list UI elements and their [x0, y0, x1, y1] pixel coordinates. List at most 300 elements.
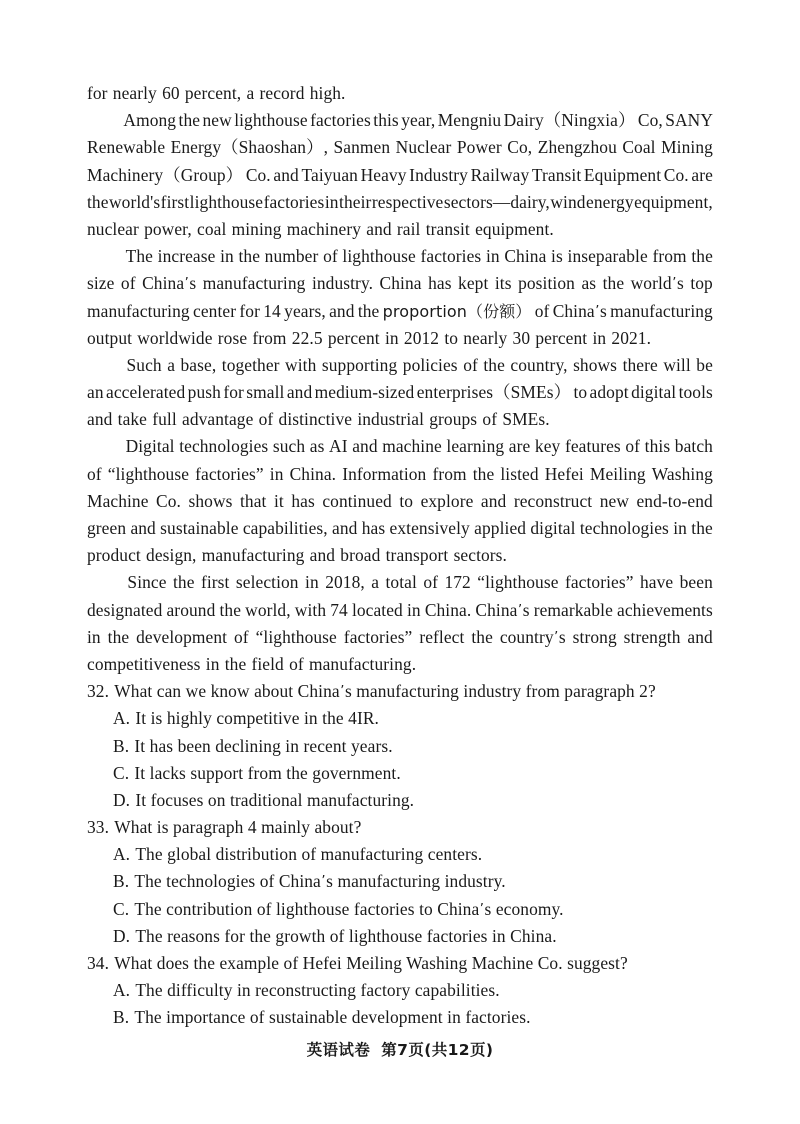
word: has	[291, 490, 315, 511]
option-text-cont: s manufacturing industry.	[326, 871, 506, 892]
option-indent	[87, 868, 113, 895]
word: 14	[263, 300, 281, 321]
word: sectors—dairy,	[443, 191, 550, 212]
word: this	[373, 110, 399, 131]
word: years,	[284, 300, 326, 321]
question-text: What is paragraph 4 mainly about?	[114, 817, 362, 838]
option-33-a[interactable]	[87, 841, 713, 868]
option-label: D.	[113, 789, 131, 810]
word: push	[187, 382, 221, 403]
word: and	[329, 300, 355, 321]
word: increase	[157, 246, 216, 267]
word: and	[332, 518, 358, 538]
question-number: 32.	[87, 681, 110, 702]
word: the	[107, 626, 130, 647]
word: 30	[512, 327, 531, 348]
word: listed	[500, 463, 539, 484]
word: a	[371, 572, 380, 593]
question-text-cont: s manufacturing industry from paragraph 2?	[344, 681, 656, 702]
option-text: The reasons for the growth of lighthouse factories in China.	[135, 925, 557, 946]
word: Industry	[409, 164, 468, 185]
word: for	[239, 300, 260, 321]
apostrophe-glyph: ’	[517, 602, 523, 618]
word: groups	[429, 409, 478, 430]
word: SMEs.	[502, 409, 550, 430]
text-line	[87, 325, 713, 352]
word: digital	[631, 382, 677, 403]
word: Renewable	[87, 137, 166, 158]
word: new	[599, 490, 629, 511]
word: factories	[263, 191, 325, 212]
word: this	[644, 436, 671, 457]
word: policies	[402, 354, 458, 375]
word: Information	[342, 463, 427, 484]
word: tools	[678, 382, 713, 403]
word: in	[269, 463, 284, 484]
word: Railway	[470, 164, 530, 185]
word: strength	[623, 626, 681, 647]
word: “lighthouse	[477, 572, 559, 593]
page-body	[87, 80, 713, 1032]
text-line	[87, 162, 713, 189]
word: Machinery（Group）	[87, 164, 244, 185]
word: small	[246, 382, 285, 403]
word: of	[87, 463, 102, 484]
question-number: 33.	[87, 817, 110, 838]
question-number: 34.	[87, 953, 110, 973]
word: the	[471, 626, 493, 647]
option-indent	[87, 841, 113, 868]
word: s	[522, 599, 530, 620]
option-indent	[87, 1004, 113, 1031]
paragraph-indent	[87, 352, 121, 379]
question-stem-34	[87, 950, 713, 977]
word: continued	[322, 490, 392, 511]
word: its	[494, 273, 512, 294]
option-text: It is highly competitive in the 4IR.	[135, 708, 379, 729]
word: has	[428, 273, 452, 294]
word: with	[285, 354, 317, 375]
option-indent	[87, 923, 113, 950]
word: take	[117, 409, 148, 430]
word: a	[167, 354, 176, 375]
word: an	[87, 382, 104, 403]
word: the	[224, 653, 247, 674]
word: Co,	[637, 110, 663, 131]
word: Hefei	[544, 463, 584, 484]
word: Taiyuan	[301, 164, 358, 185]
word: 2012	[403, 327, 440, 348]
word: the	[691, 246, 713, 267]
option-text: The difficulty in reconstructing factory capabilities.	[135, 980, 500, 1001]
word: there	[622, 354, 658, 375]
word: industry.	[311, 273, 374, 294]
word: in	[673, 518, 687, 538]
word: for	[223, 382, 244, 403]
word: of	[423, 572, 439, 593]
word: such	[272, 436, 306, 457]
word: AI	[329, 436, 348, 457]
footer-page-label: 第7页(共12页)	[381, 1041, 494, 1059]
text-line	[87, 107, 713, 134]
option-indent	[87, 760, 113, 787]
word: The	[125, 246, 153, 267]
word: number	[264, 246, 319, 267]
word: digital	[530, 518, 576, 538]
option-33-b[interactable]	[87, 868, 713, 895]
word: and	[130, 518, 156, 538]
word: of	[289, 653, 304, 674]
word: nearly	[463, 327, 508, 348]
text-line	[87, 298, 713, 325]
word: designated	[87, 599, 163, 620]
word: learning	[446, 436, 505, 457]
option-text: The technologies of China	[134, 871, 321, 892]
word: from	[652, 246, 687, 267]
option-label: C.	[113, 898, 130, 919]
word: nearly	[112, 83, 157, 103]
apostrophe-glyph: ’	[479, 901, 485, 917]
word: and	[309, 545, 336, 566]
word: it	[273, 490, 284, 511]
word: China	[475, 599, 518, 620]
word: of	[258, 409, 274, 430]
word: the	[178, 110, 201, 131]
word: in	[324, 191, 339, 212]
word: Zhengzhou	[537, 137, 617, 158]
text-line	[87, 651, 713, 678]
option-34-a[interactable]	[87, 977, 713, 1004]
word: in	[205, 653, 220, 674]
word: factories	[310, 110, 371, 131]
text-line	[87, 515, 713, 542]
word: and	[687, 626, 713, 647]
word: in	[592, 327, 607, 348]
word: as	[581, 273, 597, 294]
word: achievements	[617, 599, 713, 620]
word-with-apostrophe	[475, 597, 529, 624]
word: the	[483, 354, 505, 375]
word: Power	[456, 137, 502, 158]
word: China.	[289, 463, 337, 484]
word: of	[625, 436, 641, 457]
option-indent	[87, 977, 113, 1004]
word: capabilities,	[242, 518, 328, 538]
word: applied	[474, 518, 527, 538]
word: are	[508, 436, 531, 457]
word-with-apostrophe	[553, 298, 607, 325]
text-line	[87, 569, 713, 596]
word: distinctive	[278, 409, 353, 430]
word: key	[534, 436, 561, 457]
word: s	[558, 626, 566, 647]
word: of	[463, 354, 478, 375]
word: the	[472, 463, 495, 484]
word: machine	[382, 436, 442, 457]
option-label: B.	[113, 871, 130, 892]
text-line	[87, 624, 713, 651]
word: power,	[144, 218, 192, 239]
word: medium-sized	[314, 382, 415, 403]
word: be	[696, 354, 713, 375]
word: China	[379, 273, 422, 294]
word: shows	[573, 354, 618, 375]
word: equipment,	[634, 191, 713, 212]
word: Such	[126, 354, 162, 375]
word: a	[246, 83, 255, 103]
word: Coal	[622, 137, 656, 158]
word: features	[564, 436, 621, 457]
word: in	[485, 246, 500, 267]
word-with-apostrophe	[631, 270, 684, 297]
text-line	[87, 352, 713, 379]
word: center	[193, 300, 237, 321]
word: Co,	[507, 137, 533, 158]
word: energy	[586, 191, 634, 212]
word: adopt	[589, 382, 629, 403]
option-32-c[interactable]	[87, 760, 713, 787]
word: lighthouse	[234, 110, 308, 131]
word: output	[87, 327, 133, 348]
word: competitiveness	[87, 653, 201, 674]
word: explore	[420, 490, 474, 511]
option-32-a[interactable]	[87, 705, 713, 732]
word: and	[480, 490, 507, 511]
paragraph-indent	[87, 243, 121, 270]
word: coal	[197, 218, 227, 239]
word: Meiling	[589, 463, 646, 484]
word: from	[432, 463, 467, 484]
option-33-c[interactable]	[87, 896, 713, 923]
word: of	[233, 626, 249, 647]
word: advantage	[182, 409, 254, 430]
word: new	[202, 110, 232, 131]
word: record	[259, 83, 305, 103]
question-text: What can we know about China	[114, 681, 340, 702]
option-text: The global distribution of manufacturing centers.	[135, 844, 483, 865]
footer-subject: 英语试卷	[306, 1041, 371, 1059]
word-chinese-gloss: proportion（份额）	[382, 301, 532, 321]
word: percent,	[184, 83, 242, 103]
option-34-b[interactable]	[87, 1004, 713, 1031]
word: s	[599, 300, 607, 321]
word: to	[444, 327, 459, 348]
word: base,	[180, 354, 217, 375]
text-line	[87, 134, 713, 161]
text-line	[87, 461, 713, 488]
word: are	[691, 164, 713, 185]
text-line	[87, 189, 713, 216]
word: inseparable	[567, 246, 648, 267]
apostrophe-glyph: ’	[554, 629, 559, 645]
word: batch	[674, 436, 713, 457]
text-line	[87, 243, 713, 270]
word: to	[573, 382, 588, 403]
word: field	[251, 653, 284, 674]
word: 74	[330, 599, 348, 620]
word: world's	[109, 191, 161, 212]
word: green	[87, 518, 127, 538]
apostrophe-glyph: ’	[595, 303, 600, 319]
word: broad	[340, 545, 381, 566]
word: the	[87, 191, 109, 212]
apostrophe-glyph: ’	[184, 276, 189, 292]
option-label: A.	[113, 708, 131, 729]
text-line	[87, 542, 713, 569]
word: extensively	[389, 518, 470, 538]
word: factories	[420, 246, 482, 267]
word: selection	[235, 572, 299, 593]
word: equipment.	[475, 218, 554, 239]
text-line	[87, 406, 713, 433]
word: in	[406, 599, 421, 620]
word: Transit	[531, 164, 582, 185]
word: 172	[444, 572, 471, 593]
word: country,	[510, 354, 568, 375]
word: and	[352, 436, 378, 457]
word: their	[339, 191, 372, 212]
word: factories”	[195, 463, 264, 484]
word: accelerated	[106, 382, 186, 403]
paragraph-indent	[87, 569, 121, 596]
text-line	[87, 379, 713, 406]
word: China	[142, 273, 185, 294]
word: Co.	[245, 164, 271, 185]
word: the	[602, 273, 625, 294]
word: machinery	[286, 218, 362, 239]
word: SANY	[665, 110, 713, 131]
word: the	[238, 246, 261, 267]
word: sustainable	[160, 518, 239, 538]
word: manufacturing.	[308, 653, 417, 674]
word: of	[323, 246, 338, 267]
word: Digital	[125, 436, 175, 457]
word: factories”	[564, 572, 634, 593]
word: remarkable	[533, 599, 613, 620]
word: Sanmen	[333, 137, 391, 158]
word: the	[691, 518, 713, 538]
option-text: The contribution of lighthouse factories to China	[134, 898, 480, 919]
word: technologies	[179, 436, 269, 457]
paragraph-indent	[87, 107, 121, 134]
word: and	[366, 218, 392, 239]
word: mining	[231, 218, 282, 239]
word: year,	[401, 110, 436, 131]
word: the	[219, 599, 242, 620]
word: China	[504, 246, 547, 267]
option-32-b[interactable]	[87, 733, 713, 760]
page-footer	[0, 1038, 800, 1060]
word: supporting	[321, 354, 398, 375]
word: the	[172, 572, 195, 593]
word: “lighthouse	[107, 463, 190, 484]
word: transit	[425, 218, 470, 239]
text-line	[87, 597, 713, 624]
word: Mengniu	[437, 110, 502, 131]
option-label: C.	[113, 762, 130, 783]
word: enterprises（SMEs）	[416, 382, 572, 403]
word: located	[351, 599, 403, 620]
word: position	[518, 273, 575, 294]
option-indent	[87, 705, 113, 732]
word: percent	[327, 327, 380, 348]
question-stem-33	[87, 814, 713, 841]
word: from	[252, 327, 287, 348]
text-line	[87, 216, 713, 243]
word: been	[679, 572, 713, 593]
word: factories”	[343, 626, 413, 647]
word: Equipment	[583, 164, 662, 185]
option-label: A.	[113, 980, 131, 1001]
word: development	[136, 626, 228, 647]
word: 2018,	[325, 572, 365, 593]
word: wind	[550, 191, 586, 212]
option-33-d[interactable]	[87, 923, 713, 950]
question-text: What does the example of Hefei Meiling Washing Machine Co. suggest?	[114, 953, 628, 973]
word: has	[361, 518, 386, 538]
word: for	[87, 83, 108, 103]
word: of	[120, 273, 136, 294]
word: high.	[309, 83, 346, 103]
option-text: It has been declining in recent years.	[134, 735, 393, 756]
word: in	[220, 246, 234, 267]
word: together	[221, 354, 280, 375]
word: first	[160, 191, 190, 212]
word: manufacturing	[87, 300, 190, 321]
word: shows	[188, 490, 233, 511]
word: Machine	[87, 490, 149, 511]
word: sectors.	[453, 545, 508, 566]
word: will	[663, 354, 691, 375]
word: s	[189, 273, 197, 294]
word: Nuclear	[395, 137, 452, 158]
word: design,	[146, 545, 197, 566]
option-label: B.	[113, 735, 130, 756]
word: Energy（Shaoshan）,	[170, 137, 329, 158]
word: lighthouse	[189, 191, 264, 212]
word: in	[305, 572, 319, 593]
word: and	[286, 382, 313, 403]
apostrophe-glyph: ’	[321, 874, 326, 890]
word: world,	[245, 599, 291, 620]
word: end-to-end	[636, 490, 713, 511]
option-indent	[87, 787, 113, 814]
word: manufacturing	[202, 273, 306, 294]
word: Since	[127, 572, 167, 593]
word: industrial	[357, 409, 425, 430]
word: worldwide	[137, 327, 213, 348]
option-indent	[87, 896, 113, 923]
word: and	[87, 409, 113, 430]
word: “lighthouse	[255, 626, 337, 647]
word: the	[357, 300, 380, 321]
word: as	[309, 436, 325, 457]
word: Co.	[663, 164, 689, 185]
word: 2021.	[611, 327, 652, 348]
option-text: It lacks support from the government.	[134, 762, 401, 783]
word: lighthouse	[342, 246, 416, 267]
text-line	[87, 433, 713, 460]
word: with	[294, 599, 327, 620]
option-text-cont: s economy.	[484, 898, 564, 919]
question-stem-32	[87, 678, 713, 705]
word: top	[690, 273, 713, 294]
word: world	[630, 273, 672, 294]
word-with-apostrophe	[142, 270, 196, 297]
option-32-d[interactable]	[87, 787, 713, 814]
word: and	[273, 164, 299, 185]
word: country	[499, 626, 554, 647]
